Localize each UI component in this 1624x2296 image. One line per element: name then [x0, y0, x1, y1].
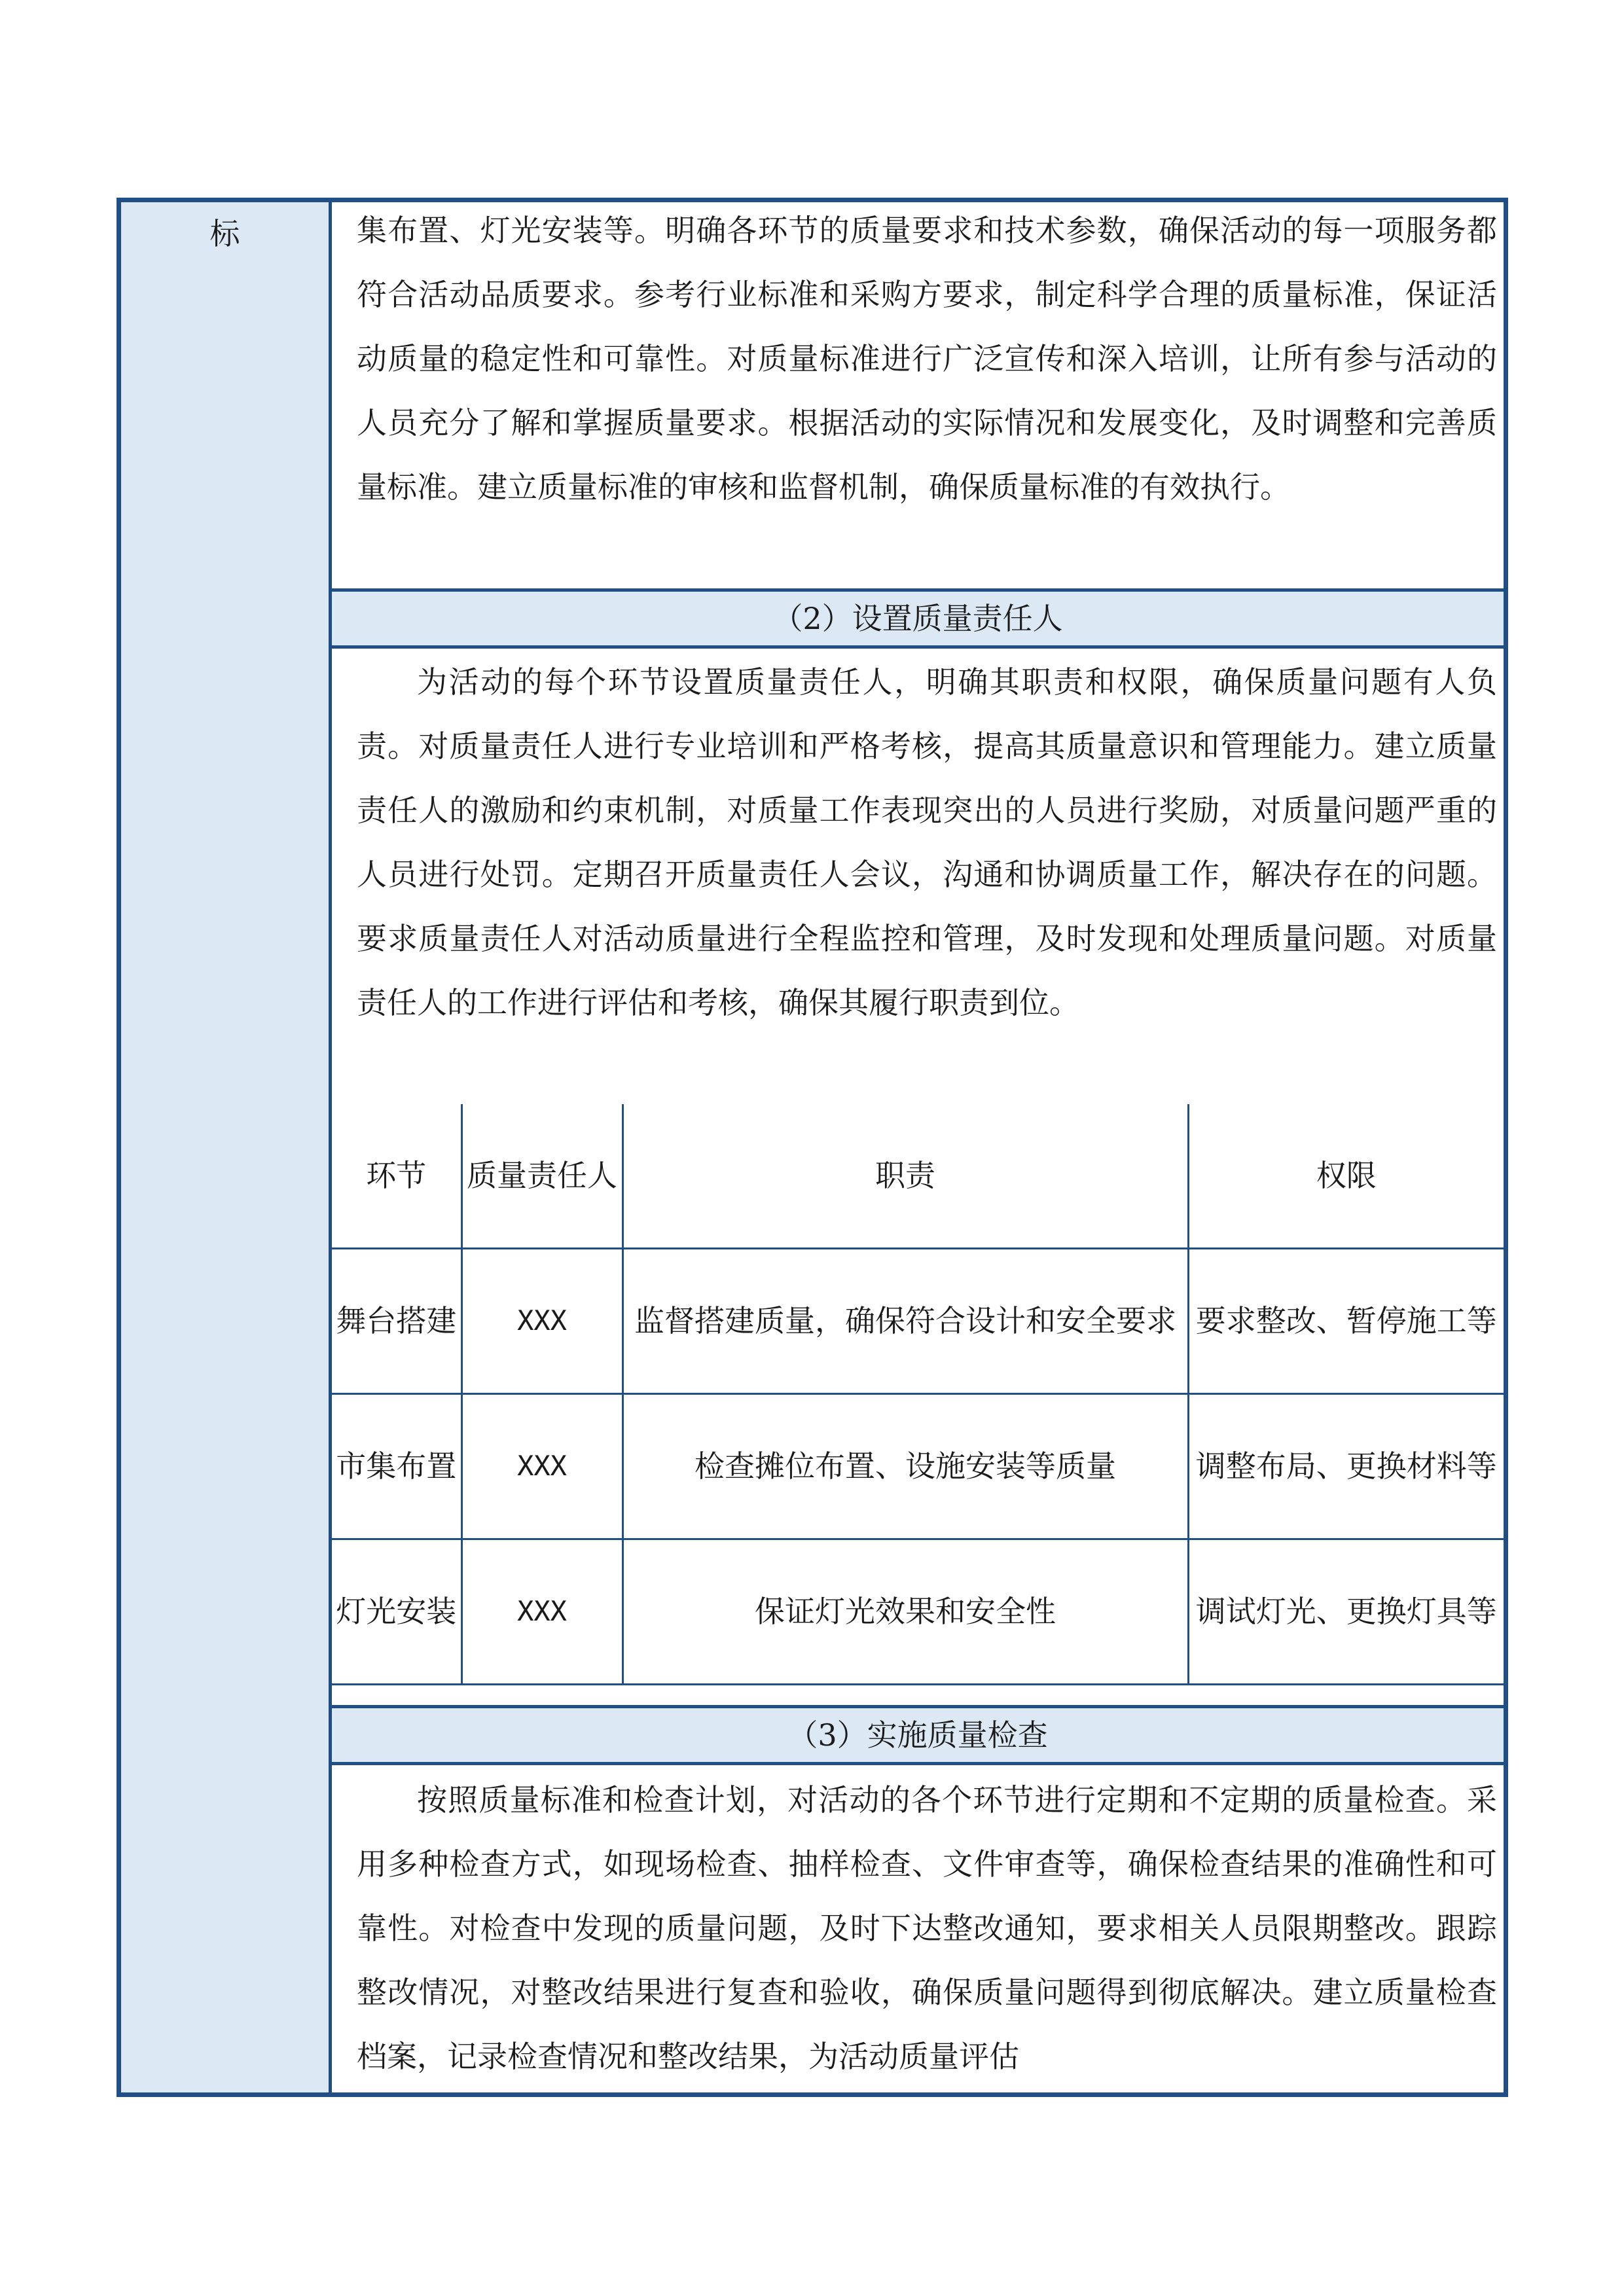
section-heading-quality-inspection: （3）实施质量检查	[332, 1705, 1504, 1765]
header-stage: 环节	[332, 1104, 461, 1248]
section-heading-responsible-person: （2）设置质量责任人	[332, 588, 1504, 649]
cell-duty: 保证灯光效果和安全性	[623, 1539, 1188, 1684]
responsible-person-paragraph: 为活动的每个环节设置质量责任人，明确其职责和权限，确保质量问题有人负责。对质量责任人进行专业培训和严格考核，提高其质量意识和管理能力。建立质量责任人的激励和约束机制，对质量工作表现突出的人员进行奖励，对质量问题严重的人员进行处罚。定期召开质量责任人会议，沟通和协调质量工作，解决存在的问题。要求质量责任人对活动质量进行全程监控和管理，及时发现和处理质量问题。对质量责任人的工作进行评估和考核，确保其履行职责到位。	[357, 664, 1497, 1020]
cell-person: XXX	[461, 1539, 623, 1684]
content-column	[332, 202, 1504, 2092]
cell-duty: 监督搭建质量，确保符合设计和安全要求	[623, 1248, 1188, 1393]
cell-stage: 舞台搭建	[332, 1248, 461, 1393]
table-row	[332, 1539, 1504, 1684]
quality-inspection-paragraph: 按照质量标准和检查计划，对活动的各个环节进行定期和不定期的质量检查。采用多种检查方式，如现场检查、抽样检查、文件审查等，确保检查结果的准确性和可靠性。对检查中发现的质量问题，及时下达整改通知，要求相关人员限期整改。跟踪整改情况，对整改结果进行复查和验收，确保质量问题得到彻底解决。建立质量检查档案，记录检查情况和整改结果，为活动质量评估	[357, 1782, 1497, 2074]
cell-stage: 市集布置	[332, 1393, 461, 1539]
cell-authority: 调整布局、更换材料等	[1188, 1393, 1504, 1539]
header-person: 质量责任人	[461, 1104, 623, 1248]
responsibility-table	[332, 1104, 1504, 1685]
header-duty: 职责	[623, 1104, 1188, 1248]
header-authority: 权限	[1188, 1104, 1504, 1248]
cell-authority: 调试灯光、更换灯具等	[1188, 1539, 1504, 1684]
cell-authority: 要求整改、暂停施工等	[1188, 1248, 1504, 1393]
cell-duty: 检查摊位布置、设施安装等质量	[623, 1393, 1188, 1539]
side-label: 标	[209, 216, 240, 251]
table-row	[332, 1248, 1504, 1393]
document-table-frame	[117, 198, 1508, 2097]
table-header-row	[332, 1104, 1504, 1248]
cell-stage: 灯光安装	[332, 1539, 461, 1684]
cell-person: XXX	[461, 1248, 623, 1393]
cell-person: XXX	[461, 1393, 623, 1539]
side-column	[121, 202, 332, 2092]
quality-standard-paragraph: 集布置、灯光安装等。明确各环节的质量要求和技术参数，确保活动的每一项服务都符合活动品质要求。参考行业标准和采购方要求，制定科学合理的质量标准，保证活动质量的稳定性和可靠性。对质量标准进行广泛宣传和深入培训，让所有参与活动的人员充分了解和掌握质量要求。根据活动的实际情况和发展变化，及时调整和完善质量标准。建立质量标准的审核和监督机制，确保质量标准的有效执行。	[357, 213, 1497, 505]
table-row	[332, 1393, 1504, 1539]
